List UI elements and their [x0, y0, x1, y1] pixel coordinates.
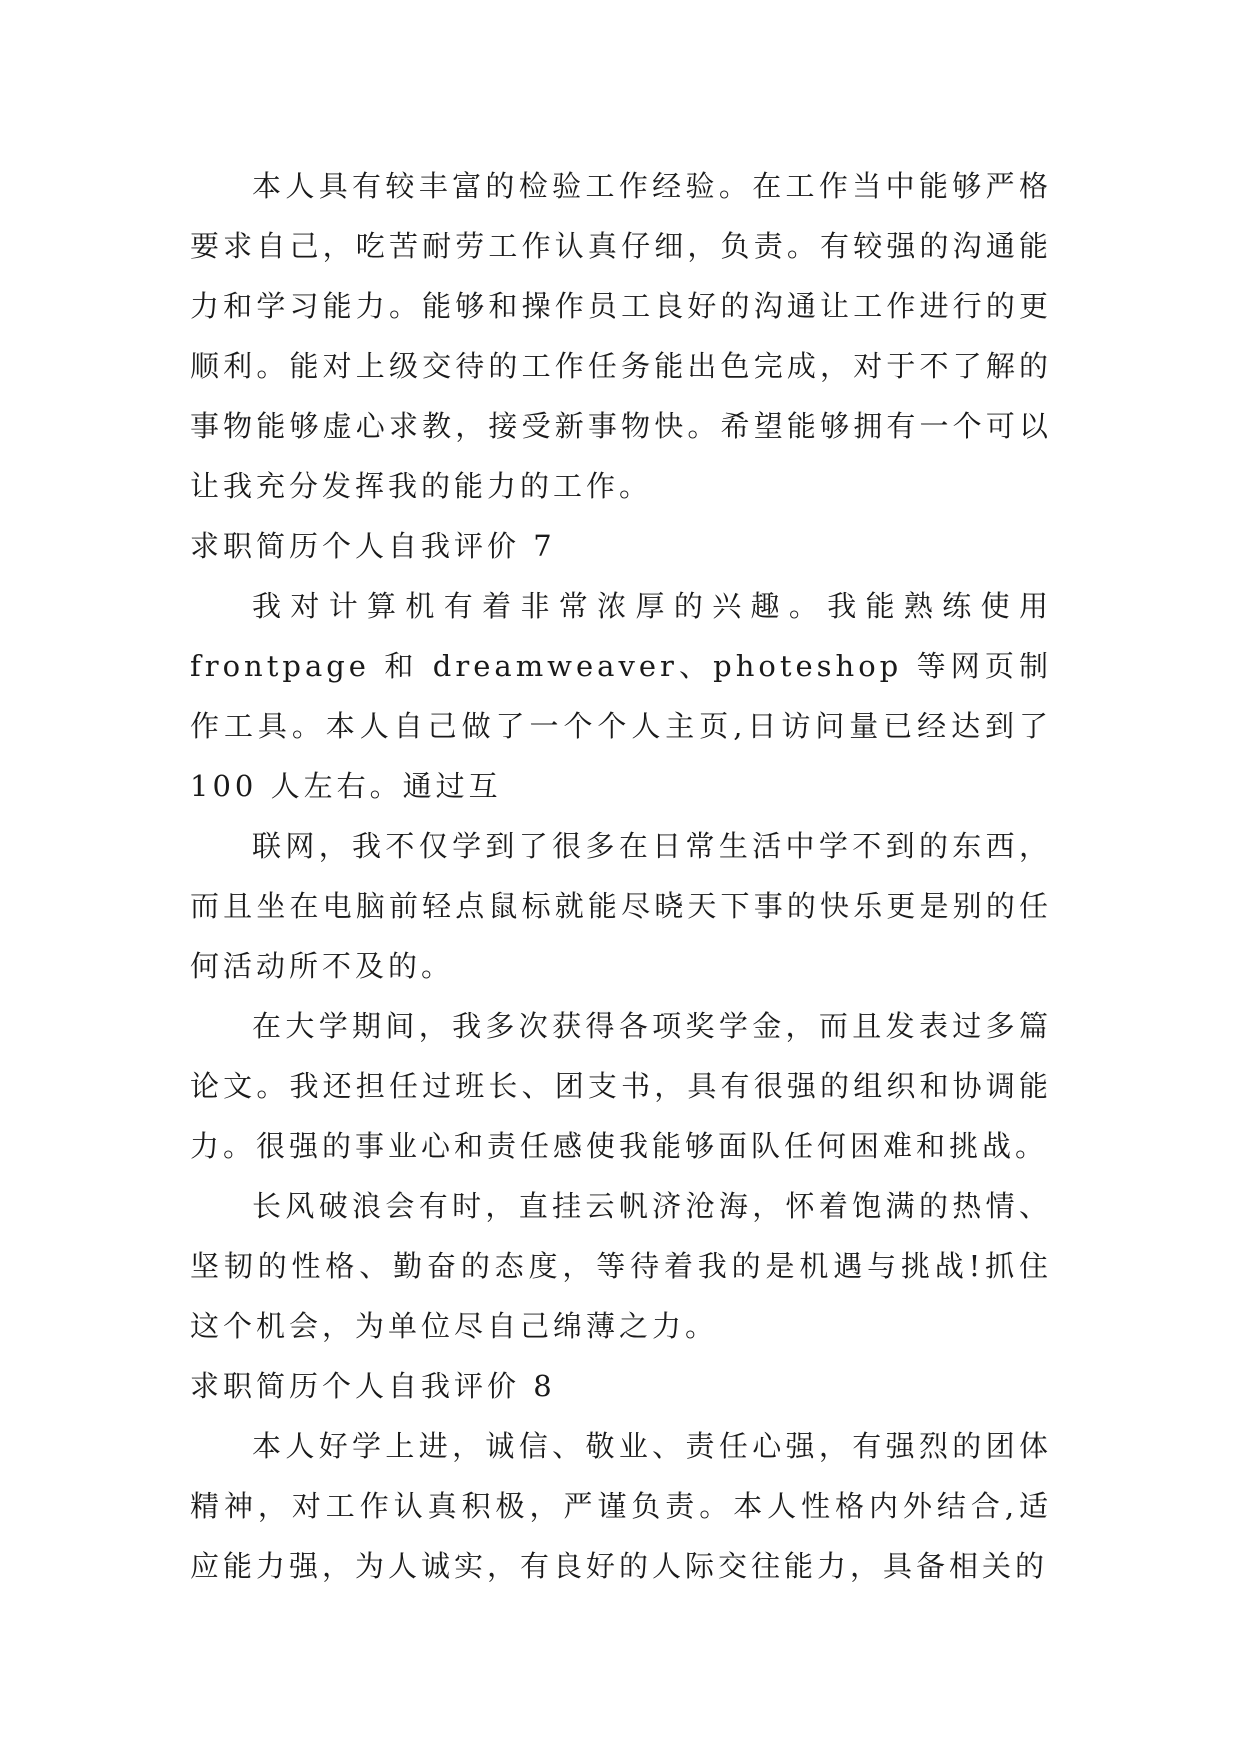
paragraph-closing: 长风破浪会有时，直挂云帆济沧海，怀着饱满的热情、坚韧的性格、勤奋的态度，等待着我的是机遇与挑战!抓住这个机会，为单位尽自己绵薄之力。	[190, 1189, 1052, 1343]
paragraph-internet: 联网，我不仅学到了很多在日常生活中学不到的东西，而且坐在电脑前轻点鼠标就能尽晓天下事的快乐更是别的任何活动所不及的。	[190, 829, 1052, 983]
paragraph-university: 在大学期间，我多次获得各项奖学金，而且发表过多篇论文。我还担任过班长、团支书，具有很强的组织和协调能力。很强的事业心和责任感使我能够面队任何困难和挑战。	[190, 1009, 1052, 1163]
document-body	[190, 156, 1052, 1596]
paragraph-experience: 本人具有较丰富的检验工作经验。在工作当中能够严格要求自己，吃苦耐劳工作认真仔细，负责。有较强的沟通能力和学习能力。能够和操作员工良好的沟通让工作进行的更顺利。能对上级交待的工作任务能出色完成，对于不了解的事物能够虚心求教，接受新事物快。希望能够拥有一个可以让我充分发挥我的能力的工作。	[190, 169, 1052, 503]
paragraph-computer-skills: 我对计算机有着非常浓厚的兴趣。我能熟练使用frontpage 和 dreamweaver、photeshop 等网页制作工具。本人自己做了一个个人主页,日访问量已经达到了 100 人左右。通过互	[190, 589, 1052, 803]
paragraph-personality: 本人好学上进，诚信、敬业、责任心强，有强烈的团体精神，对工作认真积极，严谨负责。本人性格内外结合,适应能力强，为人诚实，有良好的人际交往能力，具备相关的	[190, 1429, 1052, 1583]
section-heading-8: 求职简历个人自我评价 8	[190, 1369, 556, 1403]
section-heading-7: 求职简历个人自我评价 7	[190, 529, 556, 563]
